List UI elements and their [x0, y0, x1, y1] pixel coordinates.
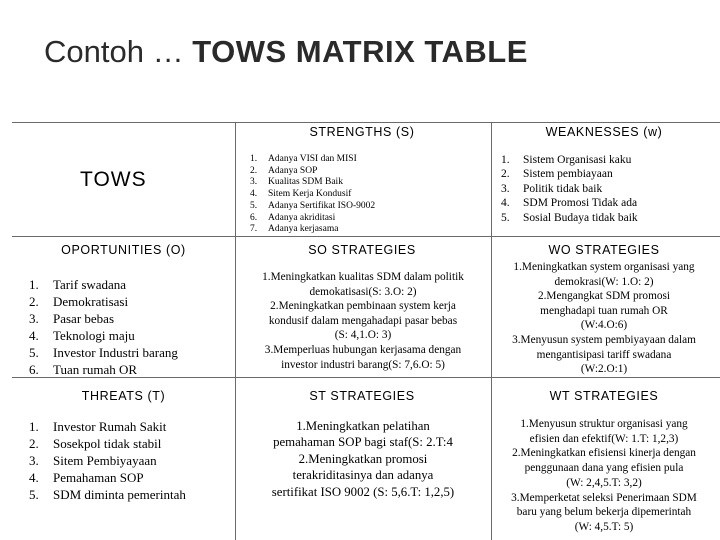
title-main: TOWS MATRIX TABLE: [192, 34, 528, 69]
text-line: (S: 4,1.O: 3): [334, 329, 392, 342]
list-item: 5. Adanya Sertifikat ISO-9002: [250, 200, 376, 211]
st-strategies-header: ST STRATEGIES: [309, 389, 415, 403]
st-strategies-text: [238, 418, 488, 500]
text-line: (W: 4,5.T: 5): [574, 520, 634, 533]
text-line: 3.Memperluas hubungan kerjasama dengan: [264, 343, 462, 356]
text-line: 2.Meningkatkan efisiensi kinerja dengan: [512, 447, 696, 460]
list-item: 7. Adanya kerjasama: [250, 224, 339, 235]
text-line: 1.Meningkatkan kualitas SDM dalam politik: [262, 271, 464, 283]
text-line: investor industri barang(S: 7,6.O: 5): [281, 358, 445, 371]
strengths-list: [250, 154, 375, 236]
threats-header: THREATS (T): [81, 389, 166, 403]
table-top-border: [12, 122, 720, 123]
list-item: 4. Pemahaman SOP: [29, 470, 144, 485]
text-line: 3.Menyusun system pembiyayaan dalam: [512, 333, 696, 346]
list-item: 2. Sosekpol tidak stabil: [29, 436, 162, 451]
list-item: 2. Sistem pembiayaan: [501, 168, 613, 181]
weaknesses-header: WEAKNESSES (w): [545, 125, 663, 139]
column-divider-1: [235, 122, 236, 540]
page-title: [44, 34, 528, 70]
text-line: demokatisasi(S: 3.O: 2): [309, 285, 417, 298]
text-line: kondusif dalam mengahadapi pasar bebas: [268, 314, 458, 327]
text-line: efisien dan efektif(W: 1.T: 1,2,3): [529, 432, 679, 445]
wt-strategies-text: [493, 417, 715, 535]
text-line: (W:2.O:1): [580, 363, 628, 376]
text-line: 2.Meningkatkan promosi: [298, 451, 428, 466]
column-divider-2: [491, 122, 492, 540]
list-item: 2. Adanya SOP: [250, 165, 318, 176]
list-item: 5. Sosial Budaya tidak baik: [501, 211, 638, 224]
list-item: 3. Pasar bebas: [29, 311, 115, 326]
list-item: 1. Investor Rumah Sakit: [29, 419, 167, 434]
text-line: (W:4.O:6): [580, 319, 628, 332]
text-line: 1.Meningkatkan system organisasi yang: [513, 261, 695, 273]
opportunities-header: OPORTUNITIES (O): [61, 243, 186, 257]
text-line: 1.Meningkatkan pelatihan: [296, 419, 430, 433]
list-item: 1. Tarif swadana: [29, 277, 127, 292]
wt-strategies-header: WT STRATEGIES: [549, 389, 659, 403]
opportunities-list: [29, 276, 178, 378]
so-strategies-text: [238, 270, 488, 372]
text-line: pemahaman SOP bagi staf(S: 2.T:4: [273, 435, 453, 450]
text-line: (W: 2,4,5.T: 3,2): [566, 476, 642, 489]
text-line: demokrasi(W: 1.O: 2): [554, 275, 654, 288]
list-item: 5. Investor Industri barang: [29, 345, 178, 360]
text-line: 2.Mengangkat SDM promosi: [537, 290, 671, 303]
text-line: 2.Meningkatkan pembinaan system kerja: [270, 300, 456, 313]
list-item: 3. Sitem Pembiyayaan: [29, 453, 157, 468]
list-item: 4. SDM Promosi Tidak ada: [501, 197, 638, 210]
text-line: mengantisipasi tariff swadana: [536, 348, 672, 361]
wo-strategies-header: WO STRATEGIES: [548, 243, 660, 257]
threats-list: [29, 418, 186, 503]
so-strategies-header: SO STRATEGIES: [308, 243, 416, 257]
text-line: penggunaan dana yang efisien pula: [524, 462, 684, 475]
text-line: menghadapi tuan rumah OR: [540, 304, 668, 317]
tows-label: TOWS: [80, 168, 147, 191]
list-item: 6. Adanya akriditasi: [250, 212, 336, 223]
list-item: 4. Teknologi maju: [29, 328, 135, 343]
list-item: 5. SDM diminta pemerintah: [29, 487, 186, 502]
row-divider-1: [12, 236, 720, 237]
strengths-header: STRENGTHS (S): [309, 125, 415, 139]
wo-strategies-text: [493, 260, 715, 377]
list-item: 3. Kualitas SDM Baik: [250, 177, 343, 188]
text-line: 3.Memperketat seleksi Penerimaan SDM: [511, 491, 697, 504]
list-item: 2. Demokratisasi: [29, 294, 129, 309]
list-item: 6. Tuan rumah OR: [29, 362, 138, 377]
list-item: 1. Sistem Organisasi kaku: [501, 154, 632, 166]
text-line: terakriditasinya dan adanya: [292, 468, 434, 483]
text-line: 1.Menyusun struktur organisasi yang: [520, 418, 688, 430]
weaknesses-list: [501, 153, 638, 225]
list-item: 1. Adanya VISI dan MISI: [250, 154, 357, 164]
text-line: baru yang belum bekerja dipemerintah: [516, 506, 692, 519]
list-item: 3. Politik tidak baik: [501, 182, 603, 195]
text-line: sertifikat ISO 9002 (S: 5,6.T: 1,2,5): [271, 484, 455, 499]
title-prefix: Contoh …: [44, 34, 193, 69]
list-item: 4. Sitem Kerja Kondusif: [250, 189, 352, 200]
